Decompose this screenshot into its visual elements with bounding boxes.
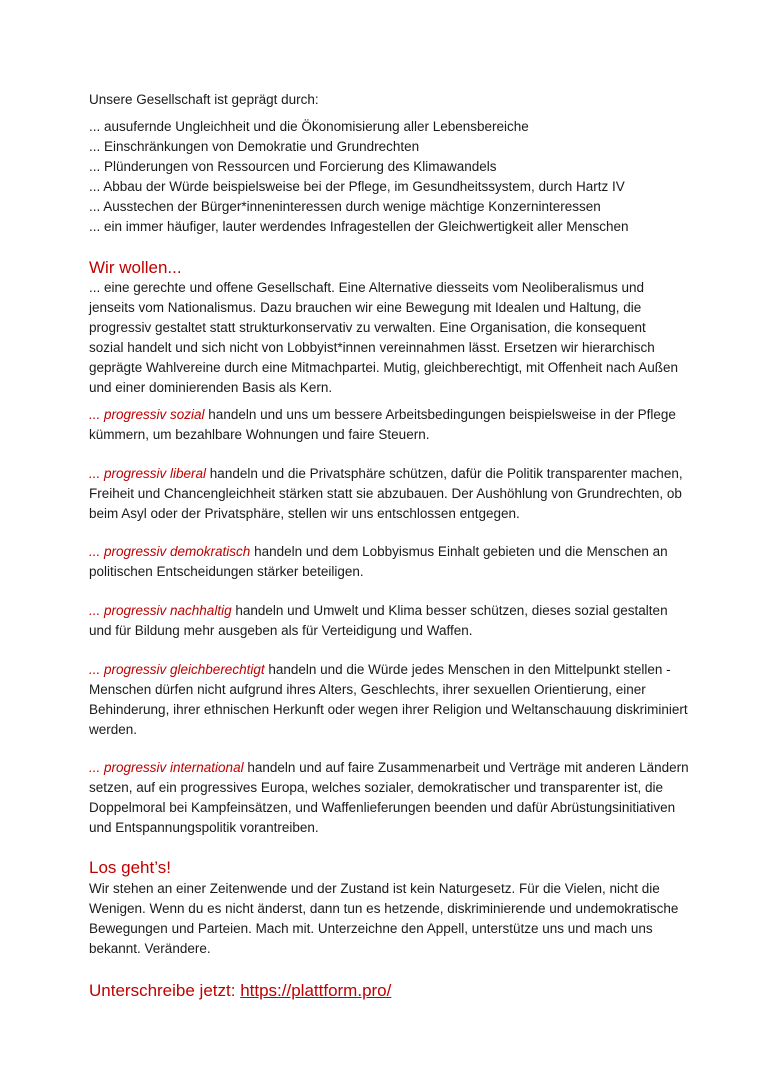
wir-wollen-text: ... eine gerechte und offene Gesellschaft. Eine Alternative diesseits vom Neoliberalismus und jenseits vom Nationalismus. Dazu brauchen wir eine Bewegung mit Idealen und Haltung, die progressiv gestaltet statt strukturkonservativ zu verwalten. Eine Organisation, die konsequent sozial handelt und sich nicht von Lobbyist*innen vereinnahmen lässt. Ersetzen wir hierarchisch geprägte Wahlvereine durch eine Mitmachpartei. Mutig, gleichberechtigt, mit Offenheit nach Außen und einer dominierenden Basis als Kern.	[89, 280, 679, 395]
progressive-keyword: ... progressiv demokratisch	[89, 544, 251, 559]
progressive-paragraph-gleichberechtigt	[89, 660, 689, 740]
progressive-keyword: ... progressiv nachhaltig	[89, 603, 232, 618]
progressive-keyword: ... progressiv international	[89, 760, 244, 775]
list-item: ... Plünderungen von Ressourcen und Forcierung des Klimawandels	[89, 159, 497, 174]
bullet-list	[89, 117, 629, 237]
progressive-text: handeln und auf faire Zusammenarbeit und Verträge mit anderen Ländern setzen, auf ein progressives Europa, welches sozialer, demokratischer und transparenter ist, die Doppelmoral bei Kampfeinsätzen, und Waffenlieferungen beenden und dafür Abrüstungsinitiativen und Entspannungspolitik vorantreiben.	[89, 760, 689, 835]
progressive-paragraph-sozial	[89, 405, 689, 445]
progressive-text: handeln und Umwelt und Klima besser schützen, dieses sozial gestalten und für Bildung mehr ausgeben als für Verteidigung und Waffen.	[89, 603, 668, 638]
sign-link[interactable]: https://plattform.pro/	[240, 981, 392, 1000]
sign-label: Unterschreibe jetzt:	[89, 981, 241, 1000]
progressive-paragraph-international	[89, 758, 689, 838]
list-item: ... Ausstechen der Bürger*inneninteressen durch wenige mächtige Konzerninteressen	[89, 199, 601, 214]
list-item: ... ausufernde Ungleichheit und die Ökonomisierung aller Lebensbereiche	[89, 119, 529, 134]
progressive-paragraph-liberal	[89, 464, 689, 524]
los-gehts-heading: Los geht’s!	[89, 858, 171, 877]
wir-wollen-heading: Wir wollen...	[89, 258, 182, 277]
progressive-text: handeln und die Würde jedes Menschen in den Mittelpunkt stellen - Menschen dürfen nicht aufgrund ihres Alters, Geschlechts, ihrer sexuellen Orientierung, einer Behinderung, ihrer ethnischen Herkunft oder wegen ihrer Religion und Weltanschauung diskriminiert werden.	[89, 662, 688, 737]
progressive-keyword: ... progressiv liberal	[89, 466, 207, 481]
intro-text: Unsere Gesellschaft ist geprägt durch:	[89, 92, 319, 107]
progressive-keyword: ... progressiv sozial	[89, 407, 205, 422]
progressive-text: handeln und dem Lobbyismus Einhalt gebieten und die Menschen an politischen Entscheidungen stärker beteiligen.	[89, 544, 668, 579]
list-item: ... Abbau der Würde beispielsweise bei der Pflege, im Gesundheitssystem, durch Hartz IV	[89, 179, 625, 194]
list-item: ... ein immer häufiger, lauter werdendes Infragestellen der Gleichwertigkeit aller Menschen	[89, 219, 629, 234]
progressive-text: handeln und die Privatsphäre schützen, dafür die Politik transparenter machen, Freiheit und Chancengleichheit stärken statt sie abzubauen. Der Aushöhlung von Grundrechten, ob beim Asyl oder der Privatsphäre, stellen wir uns entschlossen entgegen.	[89, 466, 683, 521]
progressive-paragraph-demokratisch	[89, 542, 689, 582]
progressive-text: handeln und uns um bessere Arbeitsbedingungen beispielsweise in der Pflege kümmern, um bezahlbare Wohnungen und faire Steuern.	[89, 407, 676, 442]
list-item: ... Einschränkungen von Demokratie und Grundrechten	[89, 139, 420, 154]
los-gehts-text: Wir stehen an einer Zeitenwende und der Zustand ist kein Naturgesetz. Für die Vielen, nicht die Wenigen. Wenn du es nicht änderst, dann tun es hetzende, diskriminierende und undemokratische Bewegungen und Parteien. Mach mit. Unterzeichne den Appell, unterstütze uns und mach uns bekannt. Verändere.	[89, 881, 679, 956]
progressive-paragraph-nachhaltig	[89, 601, 689, 641]
sign-call-to-action	[89, 980, 391, 1002]
progressive-keyword: ... progressiv gleichberechtigt	[89, 662, 265, 677]
